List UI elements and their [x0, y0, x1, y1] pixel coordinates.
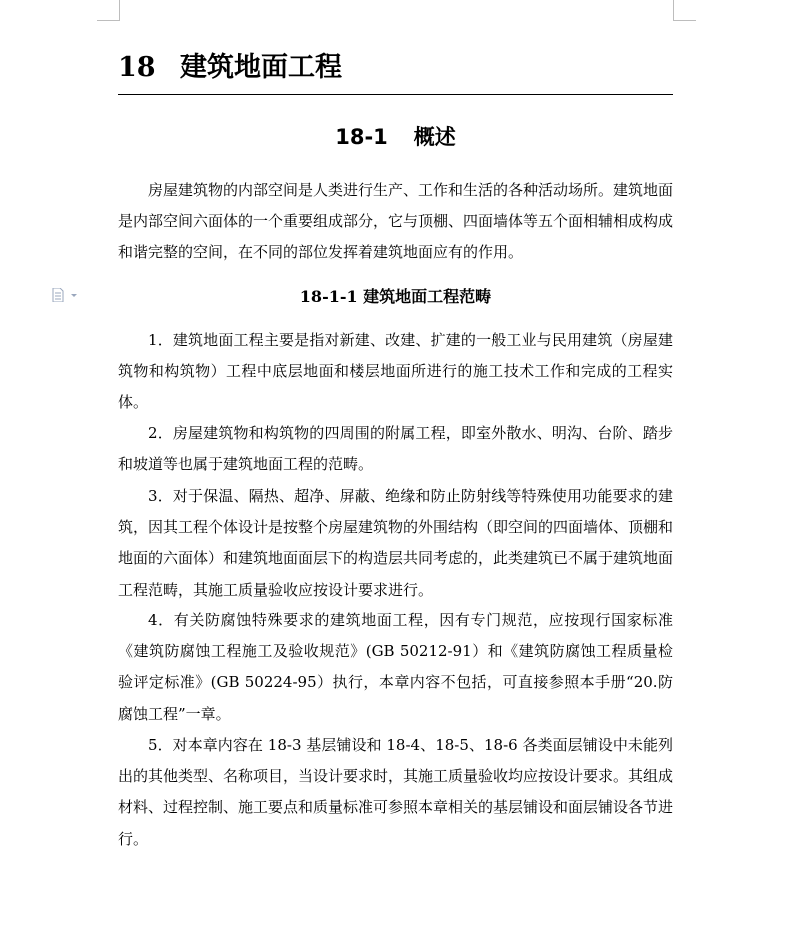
section-number: 18-1 [335, 125, 388, 149]
list-item: 5．对本章内容在 18-3 基层铺设和 18-4、18-5、18-6 各类面层铺设中未能列出的其他类型、名称项目，当设计要求时，其施工质量验收均应按设计要求。其组成材料、过程控制、施工要点和质量标准可参照本章相关的基层铺设和面层铺设各节进行。 [118, 736, 674, 848]
intro-paragraph: 房屋建筑物的内部空间是人类进行生产、工作和生活的各种活动场所。建筑地面是内部空间六面体的一个重要组成部分，它与顶棚、四面墙体等五个面相辅相成构成和谐完整的空间，在不同的部位发挥着建筑地面应有的作用。 [118, 181, 674, 262]
crop-mark-top-right [673, 0, 696, 21]
list-item: 1．建筑地面工程主要是指对新建、改建、扩建的一般工业与民用建筑（房屋建筑物和构筑物）工程中底层地面和楼层地面所进行的施工技术工作和完成的工程实体。 [118, 331, 673, 412]
list-item: 4．有关防腐蚀特殊要求的建筑地面工程，因有专门规范，应按现行国家标准《建筑防腐蚀工程施工及验收规范》(GB 50212-91）和《建筑防腐蚀工程质量检验评定标准》(GB 50224-95）执行，本章内容不包括，可直接参照本手册“20.防腐蚀工程”一章。 [118, 611, 673, 723]
list-item: 3．对于保温、隔热、超净、屏蔽、绝缘和防止防射线等特殊使用功能要求的建筑，因其工程个体设计是按整个房屋建筑物的外围结构（即空间的四面墙体、顶棚和地面的六面体）和建筑地面面层下的构造层共同考虑的，此类建筑已不属于建筑地面工程范畴，其施工质量验收应按设计要求进行。 [118, 487, 674, 599]
list-item: 2．房屋建筑物和构筑物的四周围的附属工程，即室外散水、明沟、台阶、踏步和坡道等也属于建筑地面工程的范畴。 [118, 424, 673, 474]
paragraph-options-icon[interactable] [52, 288, 82, 302]
section-title: 概述 [413, 125, 456, 149]
chapter-title: 建筑地面工程 [180, 52, 342, 83]
chapter-heading [118, 50, 673, 95]
section-heading [118, 122, 673, 152]
subsection-heading: 18-1-1 建筑地面工程范畴 [299, 287, 492, 306]
crop-mark-top-left [97, 0, 120, 21]
chapter-number: 18 [118, 52, 156, 83]
